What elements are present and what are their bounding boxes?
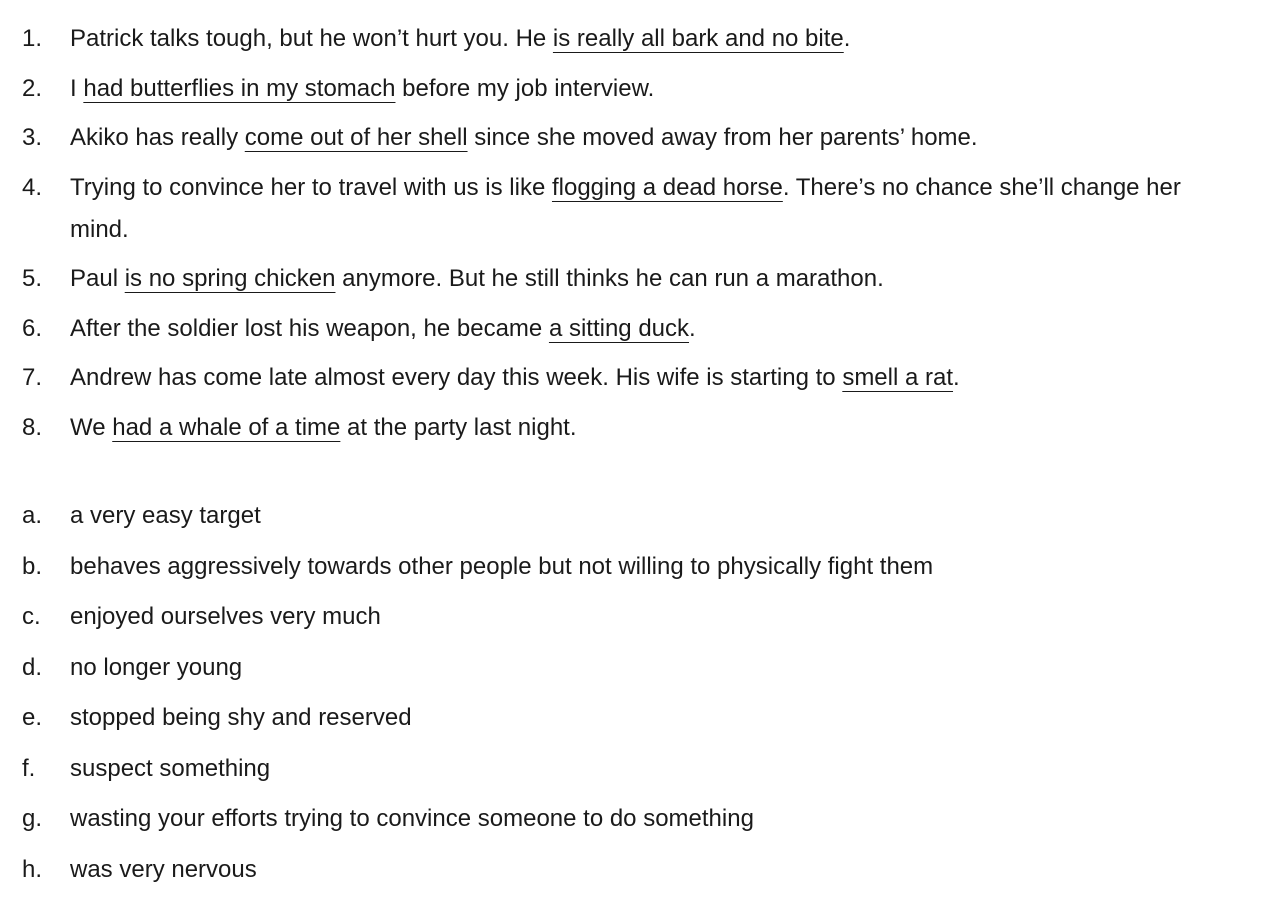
sentence-item-7 — [0, 357, 1275, 399]
definition-item-g — [0, 798, 1275, 840]
sentence-text-before: Trying to convince her to travel with us is like — [70, 173, 552, 201]
definition-letter: e. — [22, 704, 43, 731]
definition-letter: g. — [22, 805, 43, 832]
sentence-item-8 — [0, 407, 1275, 449]
sentence-item-1 — [0, 18, 1275, 60]
sentence-number: 8. — [22, 413, 43, 441]
definition-item-a — [0, 495, 1275, 537]
sentence-number: 7. — [22, 364, 43, 391]
sentence-text-after: at the party last night. — [340, 413, 577, 441]
sentence-text — [70, 258, 1230, 300]
sentence-text — [70, 68, 1230, 110]
sentence-text-after: since she moved away from her parents’ home. — [467, 124, 978, 151]
sentence-text-after: . — [843, 25, 851, 52]
sentence-item-2 — [0, 68, 1275, 110]
sentence-text-before: Akiko has really — [70, 124, 245, 151]
idiom-phrase: had butterflies in my stomach — [83, 74, 396, 102]
sentence-text-after: . — [689, 314, 696, 342]
sentence-text-before: Andrew has come late almost every day this week. His wife is starting to — [70, 364, 843, 391]
sentence-text — [70, 18, 1230, 60]
sentence-number: 4. — [22, 173, 43, 201]
sentence-text-after: . There’s no chance she’ll change her mind. — [70, 173, 1181, 243]
sentence-text-before: We — [70, 413, 113, 441]
sentence-item-3 — [0, 117, 1275, 159]
sentence-number: 3. — [22, 124, 43, 151]
definition-text: a very easy target — [70, 502, 261, 529]
sentence-list — [0, 18, 1275, 456]
idiom-phrase: is really all bark and no bite — [552, 25, 844, 52]
definition-item-b — [0, 546, 1275, 588]
definition-text: enjoyed ourselves very much — [70, 603, 381, 630]
sentence-text — [70, 117, 1230, 159]
idiom-phrase: a sitting duck — [548, 314, 690, 342]
sentence-number: 5. — [22, 265, 43, 292]
sentence-text-after: . — [953, 364, 960, 391]
definition-item-h — [0, 849, 1275, 891]
definition-item-e — [0, 697, 1275, 739]
definition-letter: c. — [22, 603, 41, 630]
definition-letter: d. — [22, 653, 43, 681]
definition-text: behaves aggressively towards other people but not willing to physically fight them — [70, 552, 934, 580]
definition-letter: b. — [22, 552, 43, 580]
definition-text: stopped being shy and reserved — [70, 704, 412, 731]
sentence-text — [70, 167, 1230, 251]
definition-letter: h. — [22, 855, 43, 883]
definition-text: no longer young — [70, 653, 243, 681]
definition-item-c — [0, 596, 1275, 638]
sentence-text — [70, 407, 1230, 449]
idiom-phrase: smell a rat — [842, 364, 954, 391]
sentence-item-5 — [0, 258, 1275, 300]
sentence-number: 6. — [22, 314, 43, 342]
sentence-text — [70, 308, 1230, 350]
sentence-item-6 — [0, 308, 1275, 350]
idiom-phrase: is no spring chicken — [124, 265, 336, 292]
idiom-phrase: had a whale of a time — [112, 413, 341, 441]
sentence-text-before: After the soldier lost his weapon, he became — [70, 314, 549, 342]
definition-letter: a. — [22, 502, 43, 529]
sentence-number: 2. — [22, 74, 43, 102]
definition-text: suspect something — [70, 754, 271, 782]
sentence-number: 1. — [22, 25, 43, 52]
sentence-text-after: anymore. But he still thinks he can run a marathon. — [335, 265, 884, 292]
sentence-item-4 — [0, 167, 1275, 251]
definition-item-f — [0, 748, 1275, 790]
sentence-text-before: I — [70, 74, 84, 102]
definition-list — [0, 495, 1275, 899]
sentence-text-before: Paul — [70, 265, 125, 292]
definition-text: was very nervous — [70, 855, 257, 883]
definition-item-d — [0, 647, 1275, 689]
sentence-text-before: Patrick talks tough, but he won’t hurt you. He — [70, 25, 553, 52]
definition-text: wasting your efforts trying to convince someone to do something — [70, 805, 754, 832]
sentence-text-after: before my job interview. — [395, 74, 655, 102]
sentence-text — [70, 357, 1230, 399]
idiom-phrase: flogging a dead horse — [551, 173, 783, 201]
definition-letter: f. — [22, 754, 36, 782]
idiom-phrase: come out of her shell — [244, 124, 468, 151]
